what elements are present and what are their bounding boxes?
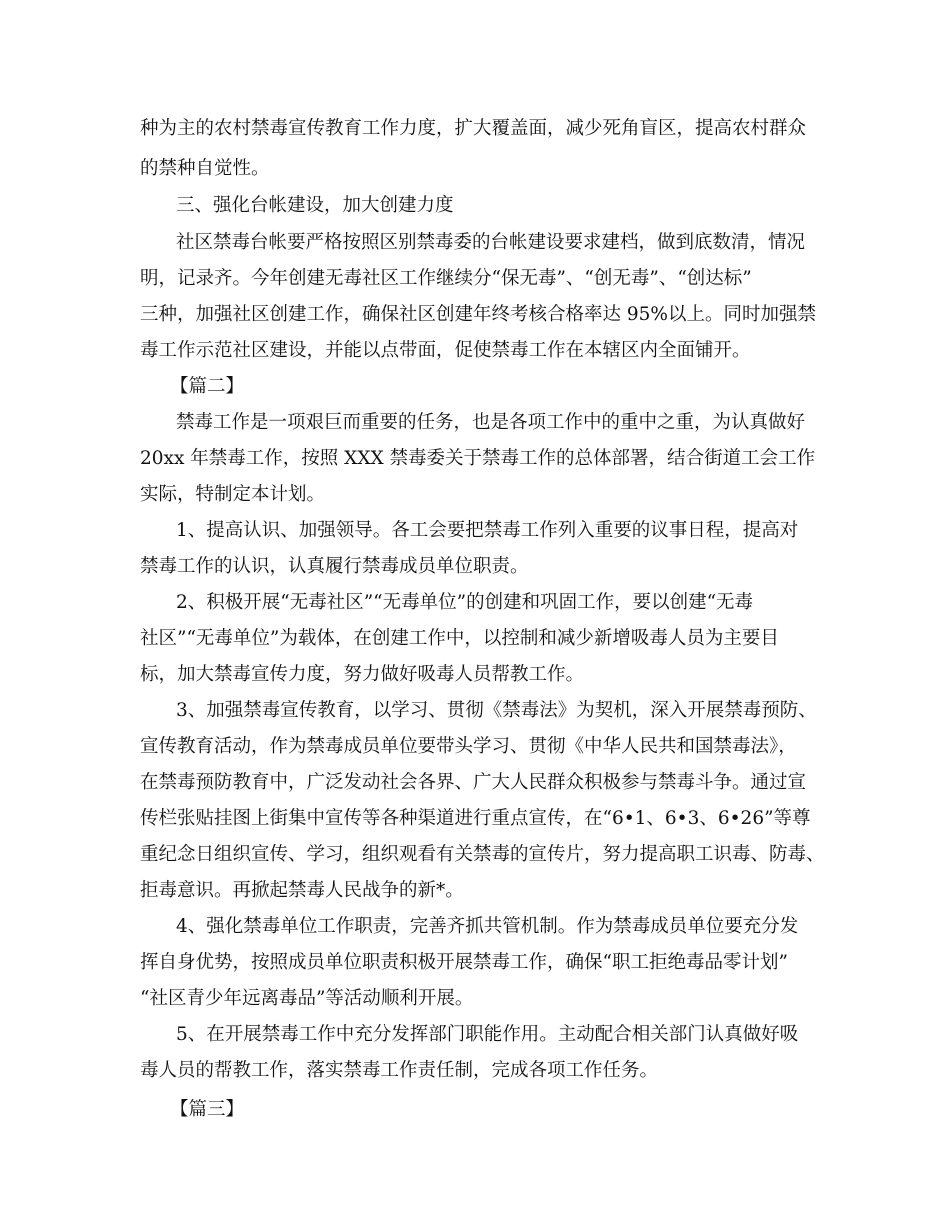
text-line: 传栏张贴挂图上街集中宣传等各种渠道进行重点宣传，在“6•1、6•3、6•26”等尊: [140, 808, 811, 829]
text-line: 实际，特制定本计划。: [140, 484, 326, 505]
text-line: 三种，加强社区创建工作，确保社区创建年终考核合格率达 95%以上。同时加强禁: [140, 304, 817, 325]
part-heading: 【篇二】: [170, 376, 245, 397]
text-line: 种为主的农村禁毒宣传教育工作力度，扩大覆盖面，减少死角盲区，提高农村群众: [140, 118, 807, 139]
text-line: 社区”“无毒单位”为载体，在创建工作中，以控制和减少新增吸毒人员为主要目: [140, 628, 779, 649]
part-heading: 【篇三】: [170, 1099, 245, 1120]
text-line: 重纪念日组织宣传、学习，组织观看有关禁毒的宣传片，努力提高职工识毒、防毒、: [140, 844, 825, 865]
text-line: 社区禁毒台帐要严格按照区别禁毒委的台帐建设要求建档，做到底数清，情况: [176, 232, 806, 253]
text-line: 3、加强禁毒宣传教育，以学习、贯彻《禁毒法》为契机，深入开展禁毒预防、: [176, 700, 817, 721]
section-heading: 三、强化台帐建设，加大创建力度: [176, 195, 454, 216]
text-line: 毒人员的帮教工作，落实禁毒工作责任制，完成各项工作任务。: [140, 1060, 659, 1081]
text-line: 明，记录齐。今年创建无毒社区工作继续分“保无毒”、“创无毒”、“创达标”: [140, 268, 752, 289]
text-line: 毒工作示范社区建设，并能以点带面，促使禁毒工作在本辖区内全面铺开。: [140, 340, 751, 361]
text-line: 的禁种自觉性。: [140, 158, 270, 179]
text-line: 拒毒意识。再掀起禁毒人民战争的新*。: [140, 880, 464, 901]
text-line: 2、积极开展“无毒社区”“无毒单位”的创建和巩固工作，要以创建“无毒: [176, 592, 754, 613]
text-line: 宣传教育活动，作为禁毒成员单位要带头学习、贯彻《中华人民共和国禁毒法》，: [140, 736, 797, 757]
text-line: 标，加大禁毒宣传力度，努力做好吸毒人员帮教工作。: [140, 664, 585, 685]
text-line: 4、强化禁毒单位工作职责，完善齐抓共管机制。作为禁毒成员单位要充分发: [176, 916, 799, 937]
text-line: 1、提高认识、加强领导。各工会要把禁毒工作列入重要的议事日程，提高对: [176, 520, 799, 541]
text-line: 禁毒工作是一项艰巨而重要的任务，也是各项工作中的重中之重，为认真做好: [176, 412, 806, 433]
text-line: 5、在开展禁毒工作中充分发挥部门职能作用。主动配合相关部门认真做好吸: [176, 1024, 799, 1045]
text-line: 挥自身优势，按照成员单位职责积极开展禁毒工作，确保“职工拒绝毒品零计划”: [140, 952, 788, 973]
text-line: “社区青少年远离毒品”等活动顺利开展。: [140, 988, 474, 1009]
text-line: 20xx 年禁毒工作，按照 XXX 禁毒委关于禁毒工作的总体部署，结合街道工会工作: [140, 448, 816, 469]
text-line: 禁毒工作的认识，认真履行禁毒成员单位职责。: [140, 556, 529, 577]
text-line: 在禁毒预防教育中，广泛发动社会各界、广大人民群众积极参与禁毒斗争。通过宣: [140, 772, 807, 793]
